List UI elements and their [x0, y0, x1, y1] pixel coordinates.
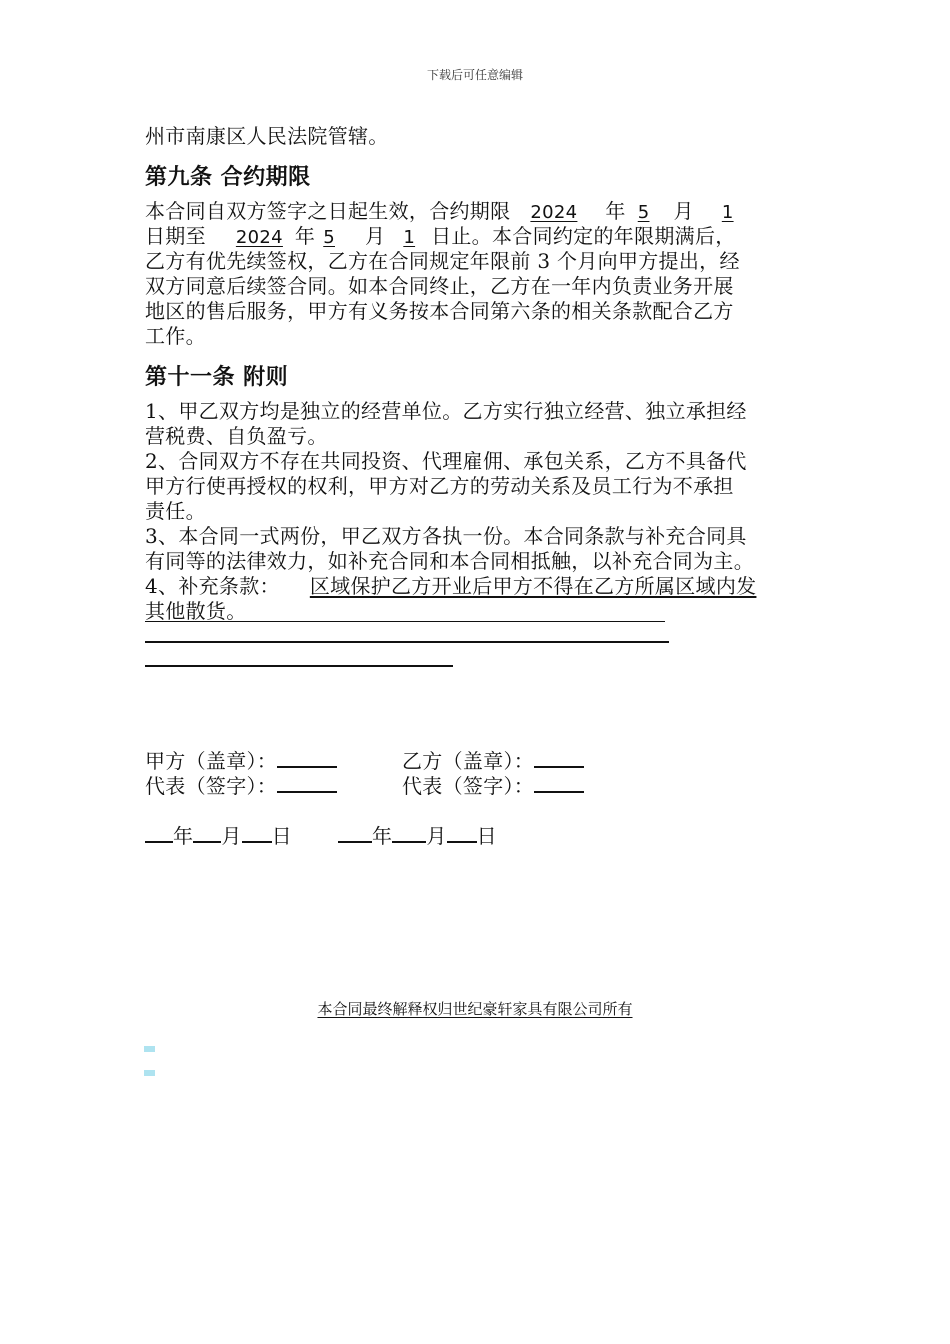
date-b-year: 年 [372, 824, 393, 848]
date-b-year-blank[interactable] [338, 823, 372, 843]
page-header: 下载后可任意编辑 [426, 68, 523, 82]
clause2-line2: 甲方行使再授权的权利，甲方对乙方的劳动关系及员工行为不承担 [145, 474, 734, 498]
party-b-seal-label: 乙方（盖章）： [402, 749, 535, 773]
article9-line6: 工作。 [145, 324, 206, 348]
clause2-line3: 责任。 [145, 499, 206, 523]
party-a-seal [145, 748, 337, 774]
clause1-line2: 营税费、自负盈亏。 [145, 424, 328, 448]
party-a-seal-blank[interactable] [277, 748, 337, 768]
article9-title: 第九条 合约期限 [145, 165, 311, 190]
article9-line4: 双方同意后续签合同。如本合同终止，乙方在一年内负责业务开展 [145, 274, 734, 298]
date-a [145, 823, 292, 849]
article11-title: 第十一条 附则 [145, 365, 289, 390]
article9-line5: 地区的售后服务，甲方有义务按本合同第六条的相关条款配合乙方 [145, 299, 734, 323]
clause1-line1: 1、甲乙双方均是独立的经营单位。乙方实行独立经营、独立承担经 [145, 399, 747, 423]
date-b-day-blank[interactable] [447, 823, 477, 843]
anchor-marker-1 [144, 1046, 155, 1052]
clause3-line2: 有同等的法律效力，如补充合同和本合同相抵触，以补充合同为主。 [145, 549, 754, 573]
start-day: 1 [721, 202, 734, 223]
footer-note: 本合同最终解释权归世纪豪轩家具有限公司所有 [317, 1000, 633, 1018]
date-b-month-blank[interactable] [392, 823, 426, 843]
article9-line1 [145, 199, 744, 226]
intro-line: 州市南康区人民法院管辖。 [145, 124, 389, 148]
party-a-seal-label: 甲方（盖章）： [145, 749, 278, 773]
clause4-line1 [145, 574, 756, 599]
date-b [338, 823, 497, 849]
rep-b-label: 代表（签字）： [402, 774, 535, 798]
year-label-2: 年 [294, 224, 316, 248]
clause4-text: 区域保护乙方开业后甲方不得在乙方所属区域内发 [309, 574, 757, 598]
clause4-line2 [145, 599, 247, 624]
date-b-day: 日 [476, 824, 497, 848]
article9-line2-rest: 日止。本合同约定的年限期满后， [431, 224, 736, 248]
date-b-month: 月 [426, 824, 447, 848]
date-a-year-blank[interactable] [145, 823, 173, 843]
clause3-line1: 3、本合同一式两份，甲乙双方各执一份。本合同条款与补充合同具 [145, 524, 747, 548]
blank-line-2 [145, 665, 453, 667]
blank-line-1 [145, 641, 669, 643]
date-a-day: 日 [271, 824, 292, 848]
clause4-text-cont: 其他散货。 [145, 599, 247, 623]
date-a-month-blank[interactable] [193, 823, 221, 843]
clause2-line1: 2、合同双方不存在共同投资、代理雇佣、承包关系，乙方不具备代 [145, 449, 747, 473]
date-a-month: 月 [221, 824, 242, 848]
date-a-day-blank[interactable] [242, 823, 272, 843]
rep-a-label: 代表（签字）： [145, 774, 278, 798]
rep-a [145, 773, 337, 799]
clause4-label: 4、补充条款： [145, 574, 280, 598]
anchor-marker-2 [144, 1070, 155, 1076]
article9-line1-text: 本合同自双方签字之日起生效，合约期限 [145, 199, 511, 223]
month-label: 月 [673, 199, 694, 223]
date-a-year: 年 [173, 824, 194, 848]
party-b-seal [402, 748, 584, 774]
party-b-seal-blank[interactable] [534, 748, 584, 768]
start-month: 5 [637, 202, 650, 223]
end-month: 5 [323, 227, 335, 248]
month-label-2: 月 [365, 224, 386, 248]
rep-b [402, 773, 584, 799]
end-day: 1 [403, 227, 416, 248]
year-label: 年 [605, 199, 626, 223]
rep-a-blank[interactable] [277, 773, 337, 793]
article9-line2-text: 日期至 [145, 224, 206, 248]
article9-line2 [145, 224, 736, 251]
rep-b-blank[interactable] [534, 773, 584, 793]
clause4-underline [145, 621, 665, 622]
end-year: 2024 [235, 227, 283, 248]
start-year: 2024 [530, 202, 578, 223]
article9-line3: 乙方有优先续签权，乙方在合同规定年限前 3 个月向甲方提出，经 [145, 249, 740, 273]
